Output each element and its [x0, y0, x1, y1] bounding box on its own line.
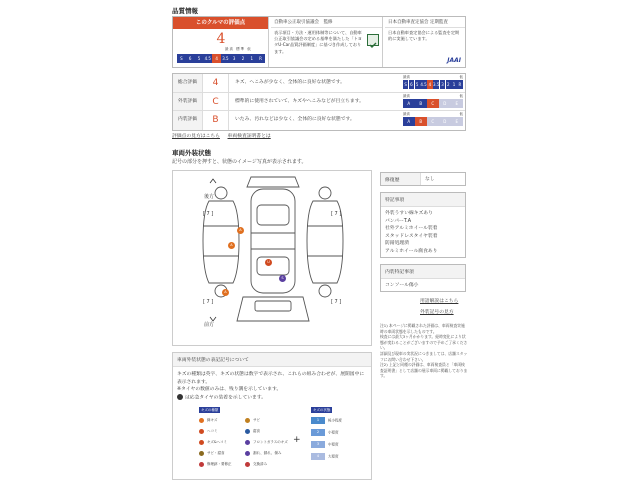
evaluation-scale-step: R [458, 82, 462, 87]
front-label: 前方 [204, 322, 215, 328]
interior-notes-body: コンソール傷小 [385, 283, 419, 288]
damage-state-item: 4 大程度 [311, 453, 339, 460]
evaluation-grade: C [203, 93, 229, 111]
evaluation-row [173, 74, 465, 93]
legend-text: は応急タイヤの装着を示しています。 [177, 394, 367, 402]
notes-header: 特記事項 [381, 193, 465, 207]
association-logo-icon [367, 34, 379, 46]
evaluation-scale [403, 99, 463, 108]
damage-kind-item: 割れ、錆れ、傷み [245, 450, 281, 457]
damage-kind-tag: キズの種類 [201, 408, 219, 412]
evaluation-scale-step: 6 [410, 82, 413, 87]
evaluation-scale-step: E [451, 117, 463, 126]
evaluation-description: キズ、へこみが少なく、全体的に良好な状態です。 [235, 80, 345, 85]
evaluation-scale-step: A [403, 117, 415, 126]
footnote: 注1) 本ページに掲載された評価は、車両検査実施時の車両状態を示したものです。 [380, 323, 465, 334]
evaluation-grade: 4 [203, 74, 229, 92]
rating-scale-step: 3 [230, 54, 239, 63]
note-item: 防錆処理済 [385, 241, 409, 246]
rating-guide-link[interactable]: 評価点の見方はこちら [172, 134, 220, 139]
scale-heading: 最高 低 [403, 112, 463, 116]
damage-kind-icon [199, 462, 204, 467]
footnote: 検査には最大3ヶ月かかります。経時変化により状態が変わることがございますので予めご了承ください。 [380, 334, 468, 351]
association-header: 自動車公正取引協議会 監修 [271, 17, 382, 28]
evaluation-scale-step: 3.5 [433, 82, 440, 87]
evaluation-description: 標準的に使用されていて、キズやへこみなどが目立ちます。 [235, 98, 364, 104]
association-box [271, 17, 383, 67]
note-item: 社外アルミホイール装着 [385, 226, 438, 231]
evaluation-label: 総合評価 [173, 74, 203, 92]
evaluation-scale-step: 3 [441, 82, 444, 87]
car-outline-icon [173, 171, 373, 347]
evaluation-row [173, 111, 465, 130]
scale-heading: 最高 低 [403, 75, 463, 79]
note-item: バンパーT.A [385, 218, 412, 224]
damage-state-number: 3 [311, 441, 325, 448]
legend-header: 車両外装状態の表記記号について [173, 353, 371, 367]
car-diagram [172, 170, 372, 346]
evaluation-table [172, 73, 466, 131]
tire-mark: [ 7 ] [203, 299, 214, 305]
damage-kind-item: 交換済み [245, 461, 267, 468]
tire-mark: [ 7 ] [331, 211, 342, 217]
damage-kind-item: フロントガラスのキズ [245, 439, 288, 446]
damage-state-number: 2 [311, 429, 325, 436]
glossary-link[interactable]: 用語解説はこちら [420, 299, 459, 304]
legend-grid [199, 407, 345, 475]
evaluation-scale [403, 117, 463, 126]
rating-scale-step: 2 [239, 54, 248, 63]
damage-kind-icon [199, 418, 204, 423]
legend-text: ※タイヤの数値のみは、残り溝を示しています。 [177, 387, 282, 392]
rating-card-header: このクルマの評価点 [173, 17, 268, 29]
notes-panel [380, 192, 466, 258]
evaluation-scale-step: D [439, 117, 451, 126]
evaluation-scale [403, 80, 463, 89]
rating-scale-step: 6 [186, 54, 195, 63]
damage-mark[interactable]: S [279, 275, 286, 282]
rating-scale-step: S [177, 54, 186, 63]
evaluation-scale-step: D [439, 99, 451, 108]
evaluation-scale-step: C [427, 117, 439, 126]
damage-state-item: 1 極小程度 [311, 417, 342, 424]
evaluation-scale-step: A [403, 99, 415, 108]
damage-kind-icon [245, 418, 250, 423]
note-item: アルミホイール腐食あり [385, 248, 438, 254]
legend-text: キズの種類は英字、キズの状態は数字で表示され、これらの組み合わせが、展開図中に表示されます。 [177, 372, 365, 385]
rating-scale-step: 1 [247, 54, 256, 63]
evaluation-scale-step: 4.5 [420, 82, 427, 87]
info-links [172, 132, 277, 139]
damage-state-number: 4 [311, 453, 325, 460]
damage-kind-icon [245, 451, 250, 456]
damage-kind-item: サビ [245, 417, 260, 424]
note-item: 外装うすい線キズあり [385, 211, 433, 216]
footnote: 詳細及び現車の実状況につきましては、店舗スタッフにお問い合わせ下さい。 [380, 350, 468, 362]
repair-history-label: 修復歴 [381, 173, 421, 185]
damage-kind-item: 腐食 [245, 428, 260, 435]
evaluation-scale-step: 4 [428, 82, 432, 87]
damage-kind-icon [245, 429, 250, 434]
notes-body [381, 207, 465, 258]
evaluation-label: 内装評価 [173, 111, 203, 130]
damage-kind-item: 線キズ [199, 417, 217, 424]
damage-mark[interactable]: A [228, 242, 235, 249]
inspection-certificate-link[interactable]: 車両検査証明書とは [227, 134, 271, 139]
damage-kind-icon [245, 462, 250, 467]
damage-mark[interactable]: U [265, 259, 272, 266]
rating-card [173, 17, 269, 67]
damage-kind-item: 修理跡・要修正 [199, 461, 232, 468]
damage-kind-item: ヘコミ [199, 428, 218, 435]
rating-scale-step: 4 [212, 54, 221, 63]
footnotes [380, 323, 468, 379]
damage-kind-icon [199, 451, 204, 456]
jaai-logo: JAAI [447, 57, 461, 64]
legend-panel [172, 352, 372, 480]
interior-notes-panel [380, 264, 466, 292]
plus-icon: + [293, 435, 301, 445]
damage-kind-icon [245, 440, 250, 445]
scale-top-labels: 最高 標準 低 [225, 47, 252, 51]
jaai-box [385, 17, 465, 67]
evaluation-label: 外装評価 [173, 93, 203, 111]
evaluation-scale-step: B [415, 117, 427, 126]
evaluation-scale-step: E [451, 99, 463, 108]
tire-mark: [ 7 ] [331, 299, 342, 305]
damage-kind-icon [199, 429, 204, 434]
overall-rating-value: 4 [216, 31, 226, 47]
damage-mark[interactable]: A [222, 289, 229, 296]
rating-scale-step: R [256, 54, 265, 63]
damage-state-tag: キズの状態 [313, 408, 331, 412]
rating-scale-step: 4.5 [204, 56, 211, 61]
evaluation-scale-step: 1 [452, 82, 456, 87]
footnote: 注2) 上記と同種の評価は、車両検査員と「車両検査証明書」として店舗の展示車両に掲載しております。 [380, 362, 468, 379]
damage-kind-item: キズ&ヘコミ [199, 439, 227, 446]
evaluation-row [173, 93, 465, 112]
evaluation-description: いたみ、汚れなどは少なく、全体的に良好な状態です。 [235, 117, 355, 122]
repair-history-panel [380, 172, 466, 186]
rear-label: 後方 [204, 194, 215, 200]
damage-state-number: 1 [311, 417, 325, 424]
exterior-condition-title: 車両外装状態 [172, 149, 211, 157]
scale-heading: 最高 低 [403, 93, 463, 98]
exterior-condition-subtext: 記号の部分を押すと、状態のイメージ写真が表示されます。 [172, 159, 307, 165]
repair-history-value: なし [425, 177, 435, 182]
exterior-symbol-guide-link[interactable]: 外装記号の見方 [420, 310, 454, 315]
association-body: 表示項目・方法・運用体制等について、自動車公正取引協議会の定める基準を満たした「トヨタU-Car品質評価制度」に基づき作成しております。 [274, 30, 362, 54]
evaluation-scale-step: C [427, 99, 439, 108]
rating-scale-step: 3.5 [222, 56, 229, 61]
rating-scale-step: 5 [195, 54, 204, 63]
interior-notes-header: 内装特記事項 [381, 265, 465, 279]
evaluation-grade: B [203, 111, 229, 130]
damage-state-item: 3 中程度 [311, 441, 339, 448]
rating-scale [177, 54, 265, 63]
tire-mark: [ 7 ] [203, 211, 214, 217]
spare-tire-icon [177, 394, 183, 400]
evaluation-scale-step: S [404, 82, 407, 87]
damage-kind-item: サビ・腐食 [199, 450, 225, 457]
rating-summary [172, 16, 466, 68]
jaai-header: 日本自動車査定協会 定期監査 [385, 17, 465, 28]
legend-body [173, 367, 371, 406]
jaai-body: 日本自動車査定協会による監査を定期的に実施しています。 [388, 30, 460, 42]
damage-kind-icon [199, 440, 204, 445]
evaluation-scale-step: 5 [415, 82, 419, 87]
evaluation-scale-step: 2 [447, 82, 450, 87]
evaluation-scale-step: B [415, 99, 427, 108]
quality-info-title: 品質情報 [172, 7, 198, 15]
note-item: スタッドレスタイヤ装着 [385, 233, 438, 239]
damage-state-item: 2 小程度 [311, 429, 339, 436]
damage-mark[interactable]: A [237, 227, 244, 234]
